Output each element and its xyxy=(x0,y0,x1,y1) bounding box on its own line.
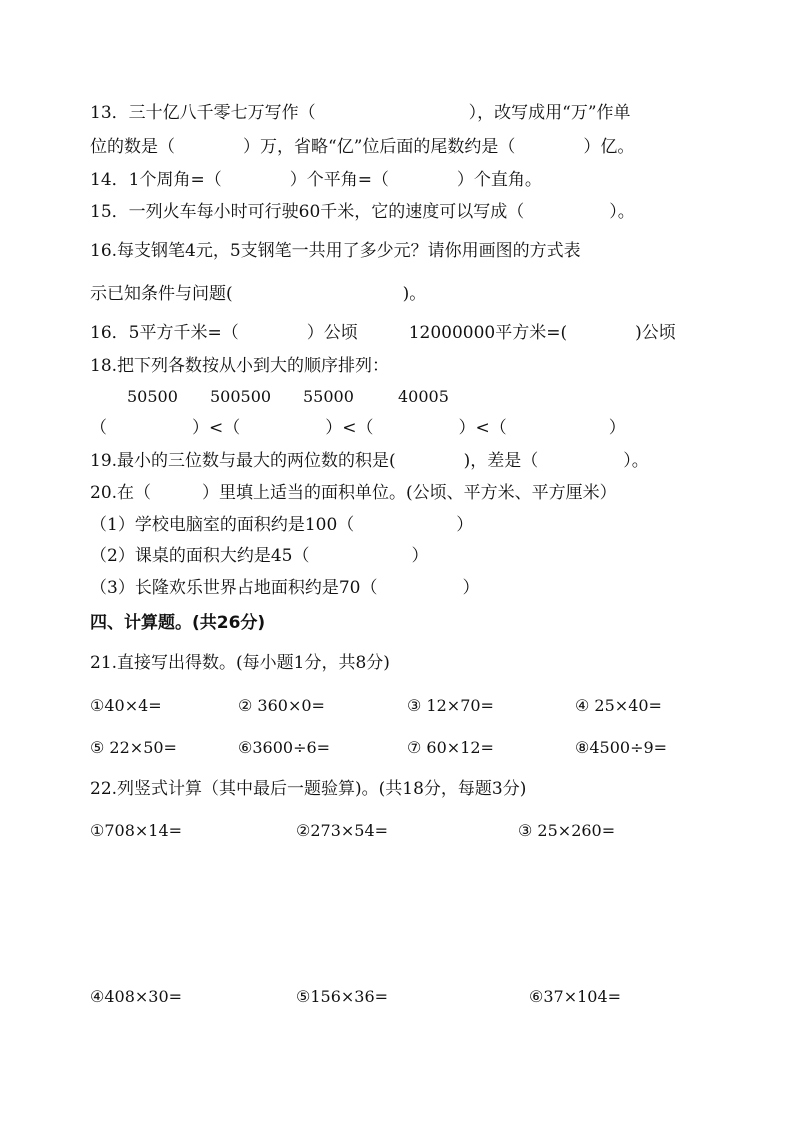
calc-item: ⑤156×36= xyxy=(296,987,389,1006)
question-20-part2: （2）课桌的面积大约是45（ ） xyxy=(90,546,429,566)
calc-item: ③ 25×260= xyxy=(518,821,616,840)
number-item: 500500 xyxy=(210,387,272,406)
question-20-part3: （3）长隆欢乐世界占地面积约是70（ ） xyxy=(90,578,480,598)
calc-item: ⑥3600÷6= xyxy=(238,738,331,757)
calc-item: ⑧4500÷9= xyxy=(575,738,668,757)
calc-item: ②273×54= xyxy=(296,821,389,840)
question-16-line1: 16.每支钢笔4元，5支钢笔一共用了多少元？请你用画图的方式表 xyxy=(90,241,581,261)
question-17: 16．5平方千米=（ ）公顷 12000000平方米=( )公顷 xyxy=(90,323,676,343)
calc-item: ①708×14= xyxy=(90,821,183,840)
section-4-heading: 四、计算题。(共26分) xyxy=(90,613,266,633)
question-13-line1: 13．三十亿八千零七万写作（ ），改写成用“万”作单 xyxy=(90,103,631,123)
question-16-line2: 示已知条件与问题( )。 xyxy=(90,284,427,304)
calc-item: ③ 12×70= xyxy=(407,696,494,715)
question-22-title: 22.列竖式计算（其中最后一题验算)。(共18分，每题3分) xyxy=(90,779,527,799)
calc-item: ⑦ 60×12= xyxy=(407,738,494,757)
number-item: 40005 xyxy=(398,387,449,406)
question-19: 19.最小的三位数与最大的两位数的积是( )，差是（ ）。 xyxy=(90,451,649,471)
question-20: 20.在（ ）里填上适当的面积单位。(公顷、平方米、平方厘米） xyxy=(90,483,617,503)
question-14: 14．1个周角=（ ）个平角=（ ）个直角。 xyxy=(90,170,542,190)
number-item: 55000 xyxy=(303,387,354,406)
question-18: 18.把下列各数按从小到大的顺序排列： xyxy=(90,356,390,376)
question-20-part1: （1）学校电脑室的面积约是100（ ） xyxy=(90,515,474,535)
question-18-order-blanks: （ ）<（ ）<（ ）<（ ） xyxy=(90,418,626,438)
calc-item: ①40×4= xyxy=(90,696,162,715)
question-21-title: 21.直接写出得数。(每小题1分，共8分) xyxy=(90,653,390,673)
number-item: 50500 xyxy=(127,387,178,406)
calc-item: ② 360×0= xyxy=(238,696,325,715)
question-13-line2: 位的数是（ ）万，省略“亿”位后面的尾数约是（ ）亿。 xyxy=(90,137,635,157)
calc-item: ⑥37×104= xyxy=(529,987,622,1006)
calc-item: ④ 25×40= xyxy=(575,696,662,715)
question-15: 15．一列火车每小时可行驶60千米，它的速度可以写成（ ）。 xyxy=(90,202,635,222)
calc-item: ④408×30= xyxy=(90,987,183,1006)
calc-item: ⑤ 22×50= xyxy=(90,738,177,757)
